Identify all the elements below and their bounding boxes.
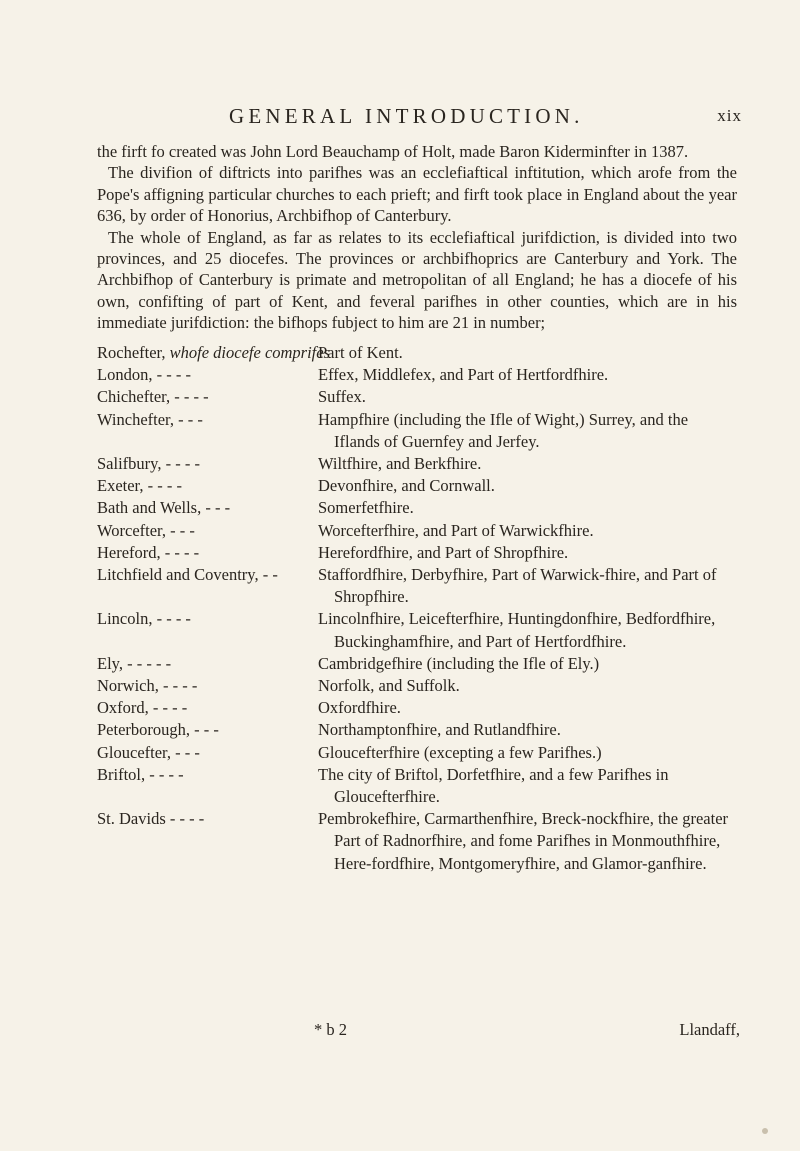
diocese-area: Northamptonfhire, and Rutlandfhire. bbox=[318, 720, 561, 740]
diocese-name-cell bbox=[97, 453, 318, 475]
diocese-name-cell bbox=[97, 364, 318, 386]
diocese-name-cell bbox=[97, 675, 318, 697]
dot-leaders: - - - - bbox=[147, 476, 183, 496]
diocese-name-cell bbox=[97, 342, 331, 364]
dot-leaders: - - - - bbox=[165, 454, 200, 474]
diocese-name-cell bbox=[97, 719, 318, 741]
paragraph-provinces: The whole of England, as far as relates to its ecclefiaftical jurifdiction, is divided into two provinces, and 25 diocefes. The provinces or archbifhoprics are Canterbury and York. The Archbifhop of Canterbury is primate and metropolitan of all England; he has a diocefe of his own, confifting of part of Kent, and feveral parifhes in other counties, which are in his immediate jurifdiction: the bifhops fubject to him are 21 in number; bbox=[97, 227, 737, 333]
diocese-row bbox=[97, 475, 737, 497]
diocese-name: Worcefter, bbox=[97, 520, 167, 540]
diocese-row bbox=[97, 653, 737, 675]
paper-speck bbox=[762, 1128, 768, 1134]
dioceses-list bbox=[97, 342, 737, 875]
diocese-area: Part of Kent. bbox=[318, 343, 403, 362]
diocese-area: Devonfhire, and Cornwall. bbox=[318, 476, 495, 496]
catchword: Llandaff, bbox=[679, 1020, 740, 1039]
diocese-name-cell bbox=[97, 409, 318, 453]
diocese-row bbox=[97, 564, 737, 608]
diocese-area: Lincolnfhire, Leicefterfhire, Huntingdonfhire, Bedfordfhire, Buckinghamfhire, and Part of Hertfordfhire. bbox=[318, 609, 716, 651]
dot-leaders: - - bbox=[262, 565, 278, 585]
dot-leaders: - - - - bbox=[156, 365, 191, 385]
dot-leaders: - - - - bbox=[156, 609, 191, 629]
diocese-name: Lincoln, bbox=[97, 609, 153, 629]
diocese-area: Norfolk, and Suffolk. bbox=[318, 676, 460, 696]
diocese-area: Worcefterfhire, and Part of Warwickfhire. bbox=[318, 520, 594, 540]
diocese-area: The city of Briftol, Dorfetfhire, and a few Parifhes in Gloucefterfhire. bbox=[318, 764, 669, 807]
diocese-row bbox=[97, 697, 737, 719]
dot-leaders: - - - - - bbox=[127, 653, 172, 673]
diocese-name: Norwich, bbox=[97, 676, 159, 696]
dot-leaders: - - - bbox=[205, 498, 231, 518]
diocese-name-cell bbox=[97, 386, 318, 408]
signature-mark: * b 2 bbox=[314, 1020, 347, 1039]
diocese-name: Peterborough, bbox=[97, 720, 191, 740]
diocese-name: Ely, bbox=[97, 653, 123, 673]
diocese-name-cell bbox=[97, 475, 318, 497]
diocese-row bbox=[97, 497, 737, 519]
diocese-row bbox=[97, 409, 737, 453]
diocese-row bbox=[97, 675, 737, 697]
diocese-name-cell bbox=[97, 497, 318, 519]
diocese-area: Pembrokefhire, Carmarthenfhire, Breck-nockfhire, the greater Part of Radnorfhire, and fome Parifhes in Monmouthfhire, Here-fordfhire, Montgomeryfhire, and Glamor-ganfhire. bbox=[318, 809, 729, 873]
body-text bbox=[97, 141, 737, 334]
diocese-name: Gloucefter, bbox=[97, 742, 172, 762]
diocese-area: Wiltfhire, and Berkfhire. bbox=[318, 454, 482, 474]
diocese-name: Litchfield and Coventry, bbox=[97, 565, 259, 585]
dot-leaders: - - - bbox=[175, 742, 200, 762]
diocese-name-cell bbox=[97, 764, 318, 808]
diocese-name-cell bbox=[97, 808, 318, 875]
diocese-name: Chichefter, bbox=[97, 387, 171, 407]
dot-leaders: - - - - bbox=[152, 698, 188, 718]
diocese-name-cell bbox=[97, 697, 318, 719]
dot-leaders: - - - bbox=[170, 520, 195, 540]
diocese-row bbox=[97, 364, 737, 386]
diocese-name-cell bbox=[97, 653, 318, 675]
diocese-name: Bath and Wells, bbox=[97, 498, 202, 518]
running-title: GENERAL INTRODUCTION. bbox=[229, 104, 584, 128]
diocese-row bbox=[97, 386, 737, 408]
dot-leaders: - - - bbox=[178, 409, 203, 429]
diocese-row bbox=[97, 608, 737, 652]
diocese-name: Briftol, bbox=[97, 764, 146, 784]
diocese-row bbox=[97, 520, 737, 542]
diocese-area: Gloucefterfhire (excepting a few Parifhes.) bbox=[318, 742, 602, 762]
dot-leaders: - - - - bbox=[162, 676, 198, 696]
dot-leaders: - - - - bbox=[174, 387, 209, 407]
diocese-name: Hereford, bbox=[97, 542, 161, 562]
page-footer bbox=[0, 1020, 800, 1044]
diocese-area: Staffordfhire, Derbyfhire, Part of Warwick-fhire, and Part of Shropfhire. bbox=[318, 565, 717, 607]
diocese-area: Effex, Middlefex, and Part of Hertfordfhire. bbox=[318, 365, 609, 385]
dot-leaders: - - - bbox=[194, 720, 219, 740]
diocese-name-cell bbox=[97, 608, 318, 652]
diocese-area: Oxfordfhire. bbox=[318, 698, 401, 718]
diocese-row bbox=[97, 764, 737, 808]
dot-leaders: - - - - bbox=[164, 542, 200, 562]
paragraph-parish-division: The divifion of diftricts into parifhes was an ecclefiaftical inftitution, which arofe from the Pope's affigning particular churches to each prieft; and firft took place in England about the year 636, by order of Honorius, Archbifhop of Canterbury. bbox=[97, 163, 737, 226]
diocese-row bbox=[97, 742, 737, 764]
diocese-name-cell bbox=[97, 742, 318, 764]
diocese-row bbox=[97, 808, 737, 875]
page-number: xix bbox=[717, 106, 742, 125]
diocese-name: St. Davids bbox=[97, 809, 166, 829]
diocese-name: Rochefter, bbox=[97, 343, 166, 362]
diocese-row bbox=[97, 542, 737, 564]
diocese-row-header bbox=[97, 342, 737, 364]
diocese-name-cell bbox=[97, 542, 318, 564]
diocese-name: London, bbox=[97, 365, 153, 385]
diocese-name: Winchefter, bbox=[97, 409, 175, 429]
dot-leaders: - - - - bbox=[149, 764, 184, 784]
paragraph-continued: the firft fo created was John Lord Beauchamp of Holt, made Baron Kiderminfter in 1387. bbox=[97, 142, 689, 161]
diocese-row bbox=[97, 719, 737, 741]
diocese-area: Herefordfhire, and Part of Shropfhire. bbox=[318, 542, 569, 562]
diocese-area: Cambridgefhire (including the Ifle of Ely.) bbox=[318, 653, 600, 673]
diocese-area: Suffex. bbox=[318, 387, 366, 407]
running-header bbox=[0, 104, 800, 134]
diocese-name: Exeter, bbox=[97, 476, 144, 496]
diocese-name: Salifbury, bbox=[97, 454, 162, 474]
dot-leaders: - - - - bbox=[169, 809, 205, 829]
diocese-name: Oxford, bbox=[97, 698, 149, 718]
diocese-row bbox=[97, 453, 737, 475]
diocese-name-cell bbox=[97, 520, 318, 542]
diocese-area: Somerfetfhire. bbox=[318, 498, 414, 518]
diocese-name-cell bbox=[97, 564, 318, 608]
diocese-area: Hampfhire (including the Ifle of Wight,) Surrey, and the Iflands of Guernfey and Jerfey. bbox=[318, 409, 689, 451]
comprises-label: whofe diocefe comprifes bbox=[169, 343, 331, 362]
